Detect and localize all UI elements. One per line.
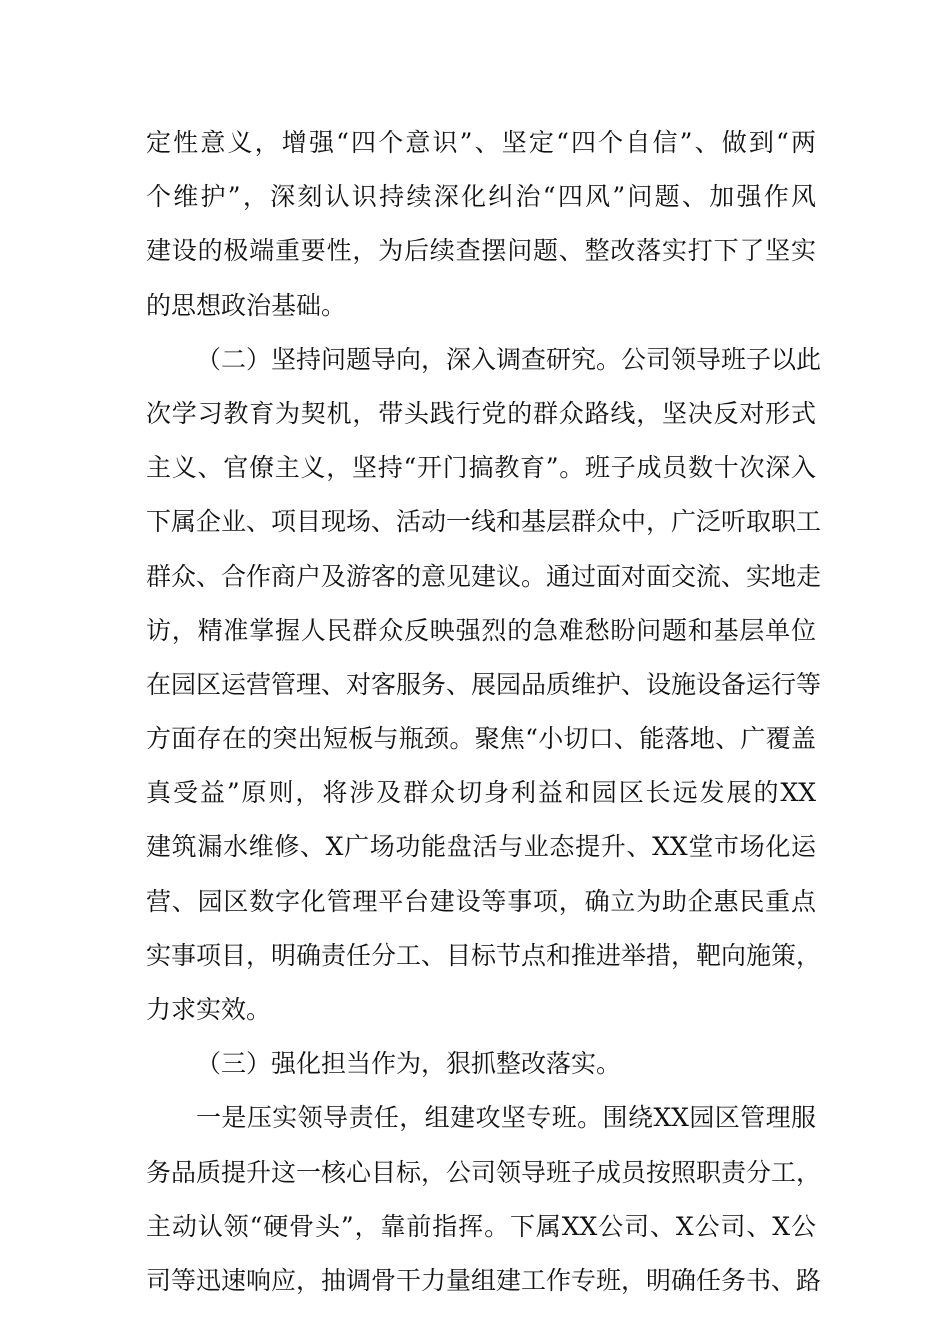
text-line: 次学习教育为契机，带头践行党的群众路线，坚决反对形式	[146, 398, 816, 428]
text-line: 群众、合作商户及游客的意见建议。通过面对面交流、实地走	[146, 561, 822, 591]
document-body	[146, 116, 822, 1308]
text-line: 力求实效。	[146, 995, 272, 1024]
text-line: 主义、官僚主义，坚持“开门搞教育”。班子成员数十次深入	[146, 453, 816, 483]
text-line: 务品质提升这一核心目标，公司领导班子成员按照职责分工，	[146, 1157, 822, 1187]
text-line: 建设的极端重要性，为后续查摆问题、整改落实打下了坚实	[146, 236, 816, 266]
paragraph-section-3-body	[146, 1091, 822, 1308]
text-line: 建筑漏水维修、X广场功能盘活与业态提升、XX堂市场化运	[146, 832, 816, 862]
text-line: 司等迅速响应，抽调骨干力量组建工作专班，明确任务书、路	[146, 1265, 822, 1295]
text-line: 方面存在的突出短板与瓶颈。聚焦“小切口、能落地、广覆盖	[146, 724, 816, 754]
text-line: 在园区运营管理、对客服务、展园品质维护、设施设备运行等	[146, 669, 822, 699]
text-line: （二）坚持问题导向，深入调查研究。公司领导班子以此	[196, 344, 822, 374]
paragraph-section-2	[146, 333, 822, 1037]
heading-section-3	[146, 1037, 816, 1091]
text-line: 实事项目，明确责任分工、目标节点和推进举措，靶向施策，	[146, 940, 822, 970]
text-line: 下属企业、项目现场、活动一线和基层群众中，广泛听取职工	[146, 507, 822, 537]
paragraph-continuation	[146, 116, 816, 333]
text-line: 定性意义，增强“四个意识”、坚定“四个自信”、做到“两	[146, 128, 816, 157]
section-heading: （三）强化担当作为，狠抓整改落实。	[196, 1049, 622, 1079]
text-line: 个维护”，深刻认识持续深化纠治“四风”问题、加强作风	[146, 182, 816, 212]
text-line: 营、园区数字化管理平台建设等事项，确立为助企惠民重点	[146, 886, 816, 916]
text-line: 的思想政治基础。	[146, 290, 347, 320]
text-line: 访，精准掌握人民群众反映强烈的急难愁盼问题和基层单位	[146, 615, 816, 645]
text-line: 主动认领“硬骨头”，靠前指挥。下属XX公司、X公司、X公	[146, 1211, 816, 1241]
text-line: 一是压实领导责任，组建攻坚专班。围绕XX园区管理服	[196, 1103, 816, 1133]
text-line: 真受益”原则，将涉及群众切身利益和园区长远发展的XX	[146, 778, 816, 808]
